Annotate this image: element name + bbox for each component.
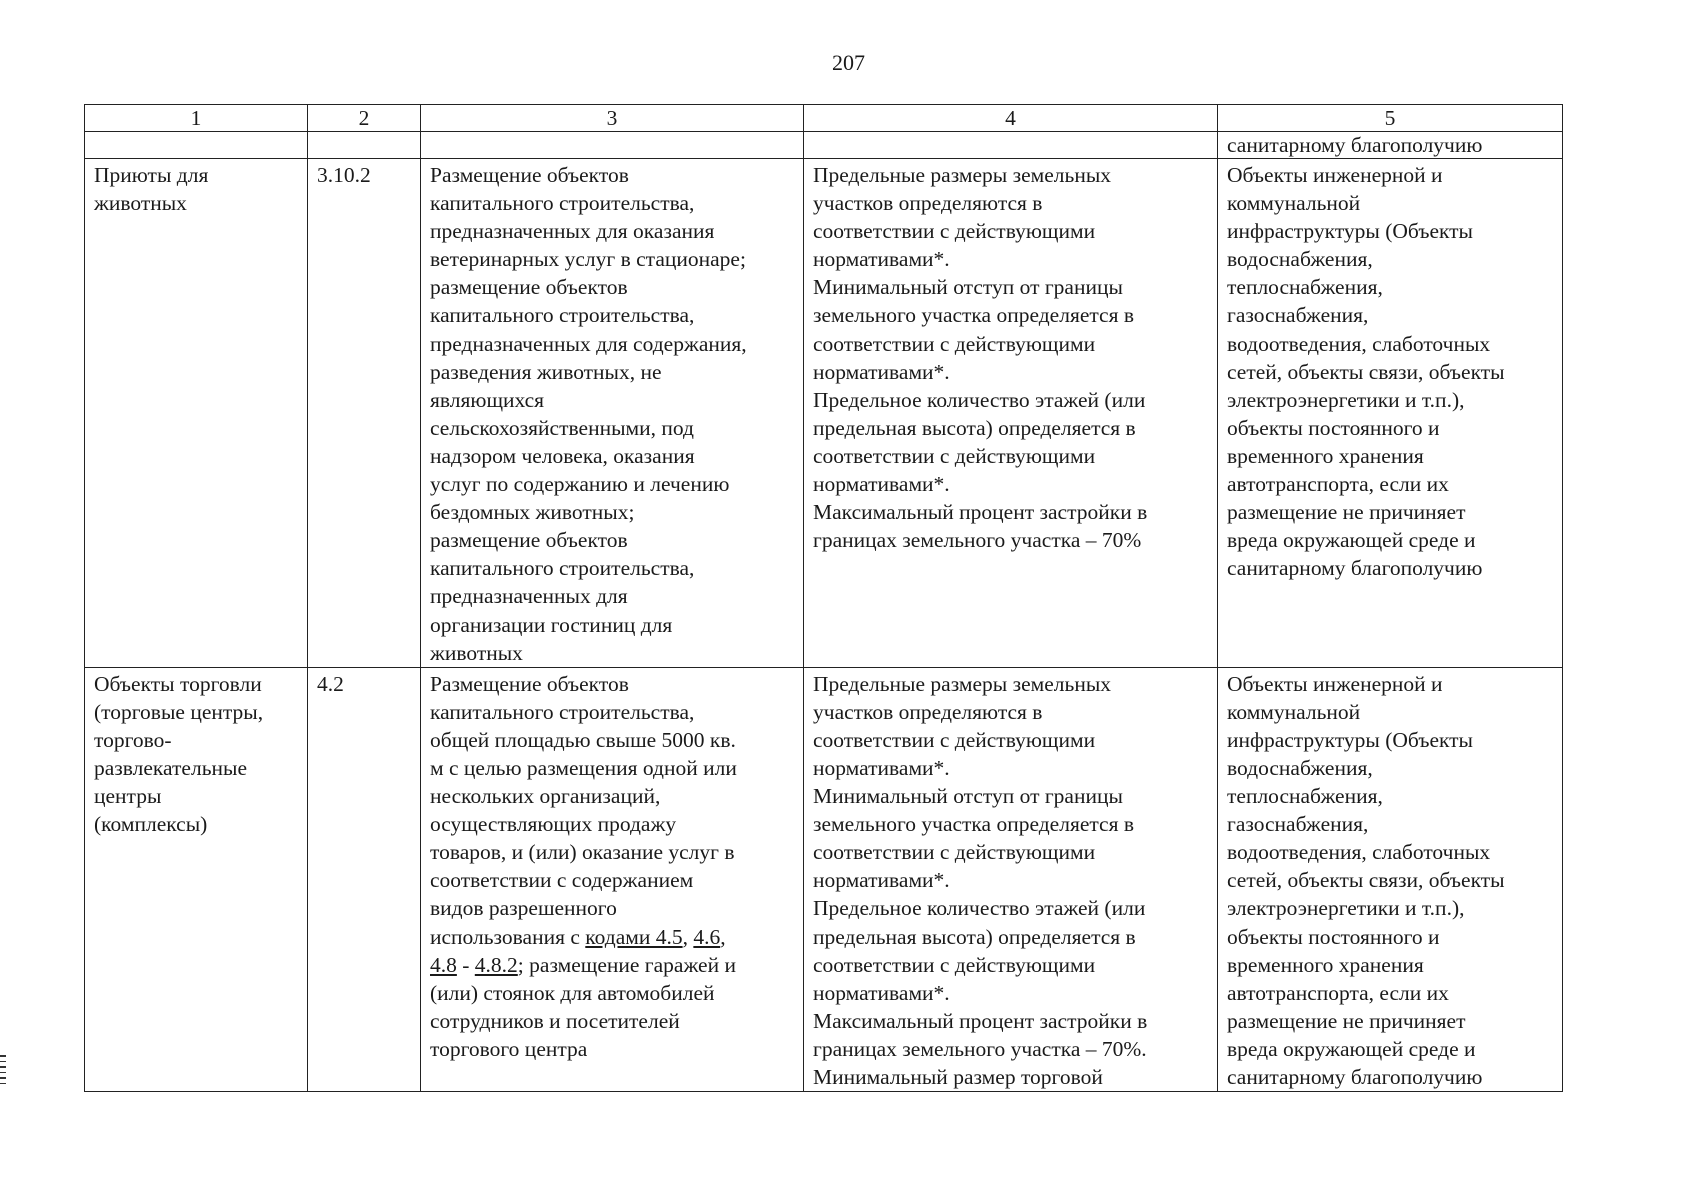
use-description [430, 670, 795, 1063]
table-cell [85, 159, 308, 668]
table-cell [85, 132, 308, 159]
table-cell [421, 667, 804, 1091]
table-cell [308, 159, 421, 668]
use-description: Размещение объектов капитального строительства, предназначенных для оказания ветеринарных услуг в стационаре; размещение объектов капитального строительства, предназначенных для содержания, разведения животных, не являющихся сельскохозяйственными, под надзором человека, оказания услуг по содержанию и лечению бездомных животных; размещение объектов капитального строительства, предназначенных для организации гостиниц для животных [430, 163, 747, 665]
use-name: Приюты для животных [94, 163, 209, 216]
table-cell [804, 132, 1218, 159]
auxiliary-uses-text: Объекты инженерной и коммунальной инфраструктуры (Объекты водоснабжения, теплоснабжения, газоснабжения, водоотведения, слаботочных сетей, объекты связи, объекты электроэнергетики и т.п.), объекты постоянного и временного хранения автотранспорта, если их размещение не причиняет вреда окружающей среде и санитарному благополучию [1227, 163, 1505, 581]
separator: - [456, 952, 475, 977]
code-link[interactable]: 4.8 [430, 952, 457, 977]
table-row [85, 159, 1563, 668]
table-cell [1218, 667, 1563, 1091]
auxiliary-uses-text: санитарному благополучию [1227, 133, 1483, 157]
table-cell [804, 159, 1218, 668]
auxiliary-uses-text: Объекты инженерной и коммунальной инфраструктуры (Объекты водоснабжения, теплоснабжения, газоснабжения, водоотведения, слаботочных сетей, объекты связи, объекты электроэнергетики и т.п.), объекты постоянного и временного хранения автотранспорта, если их размещение не причиняет вреда окружающей среде и санитарному благополучию [1227, 671, 1505, 1089]
use-parameters: Предельные размеры земельных участков определяются в соответствии с действующими нормативами*. Минимальный отступ от границы земельного участка определяется в соответствии с действующими нормативами*. Предельное количество этажей (или предельная высота) определяется в соответствии с действующими нормативами*. Максимальный процент застройки в границах земельного участка – 70%. Минимальный размер торговой [813, 671, 1148, 1089]
separator: , [682, 924, 694, 949]
table-header-row [85, 105, 1563, 132]
table-cell [1218, 159, 1563, 668]
use-code: 3.10.2 [317, 163, 371, 187]
continuation-row [85, 132, 1563, 159]
column-header: 2 [308, 105, 421, 132]
separator: , [720, 924, 726, 949]
table-cell [308, 667, 421, 1091]
use-parameters: Предельные размеры земельных участков определяются в соответствии с действующими нормативами*. Минимальный отступ от границы земельного участка определяется в соответствии с действующими нормативами*. Предельное количество этажей (или предельная высота) определяется в соответствии с действующими нормативами*. Максимальный процент застройки в границах земельного участка – 70% [813, 163, 1148, 553]
table-cell [421, 132, 804, 159]
table-cell [1218, 132, 1563, 159]
description-text: ; размещение гаражей и (или) стоянок для автомобилей сотрудников и посетителей торгового центра [430, 952, 736, 1061]
table-cell [804, 667, 1218, 1091]
table-cell [85, 667, 308, 1091]
code-link[interactable]: 4.6 [693, 924, 721, 949]
scan-margin-marks [0, 1055, 6, 1088]
zoning-table [84, 104, 1563, 1092]
use-code: 4.2 [317, 671, 344, 696]
code-link[interactable]: кодами 4.5 [585, 924, 683, 949]
code-link[interactable]: 4.8.2 [474, 952, 518, 977]
column-header: 3 [421, 105, 804, 132]
column-header: 5 [1218, 105, 1563, 132]
page-number: 207 [832, 50, 865, 75]
column-header: 1 [85, 105, 308, 132]
table-row [85, 667, 1563, 1091]
description-text: Размещение объектов капитального строительства, общей площадью свыше 5000 кв. м с целью размещения одной или нескольких организаций, осуществляющих продажу товаров, и (или) оказание услуг в соответствии с содержанием видов разрешенного использования с [430, 671, 737, 949]
table-cell [421, 159, 804, 668]
use-name: Объекты торговли (торговые центры, торгово- развлекательные центры (комплексы) [94, 671, 264, 837]
table-cell [308, 132, 421, 159]
column-header: 4 [804, 105, 1218, 132]
